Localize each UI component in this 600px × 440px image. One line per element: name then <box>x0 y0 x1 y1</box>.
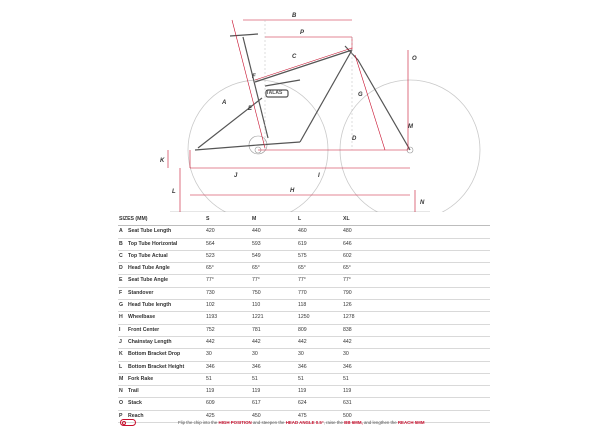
dim-label-h: H <box>290 188 295 194</box>
row-code: K <box>119 351 123 358</box>
cell-xl: 1278 <box>343 314 355 321</box>
dim-label-k: K <box>160 158 165 164</box>
cell-l: 65° <box>298 265 306 272</box>
cell-xl: 838 <box>343 326 352 333</box>
row-code: I <box>119 326 121 333</box>
table-row <box>118 325 490 337</box>
header-l: L <box>298 216 302 222</box>
front-wheel <box>340 80 480 212</box>
cell-m: 110 <box>252 302 261 309</box>
cell-m: 440 <box>252 228 261 235</box>
cell-xl: 126 <box>343 302 352 309</box>
cell-m: 51 <box>252 375 258 382</box>
row-code: B <box>119 240 123 247</box>
bike-geometry-diagram <box>0 0 600 212</box>
cell-m: 1221 <box>252 314 264 321</box>
row-code: M <box>119 375 124 382</box>
table-row <box>118 374 490 386</box>
cell-xl: 30 <box>343 351 349 358</box>
cell-m: 450 <box>252 412 261 419</box>
row-code: G <box>119 302 124 309</box>
cell-m: 781 <box>252 326 261 333</box>
row-name: Standover <box>128 289 154 296</box>
cell-xl: 631 <box>343 400 352 407</box>
header-xl: XL <box>343 216 350 222</box>
header-m: M <box>252 216 257 222</box>
row-code: A <box>119 228 123 235</box>
row-name: Bottom Bracket Drop <box>128 351 181 358</box>
cell-xl: 346 <box>343 363 352 370</box>
table-body <box>118 226 490 423</box>
reference-lines <box>265 20 352 150</box>
row-code: O <box>119 400 124 407</box>
row-name: Head Tube Angle <box>128 265 170 272</box>
dim-label-l: L <box>172 189 176 195</box>
header-sizes: SIZES (MM) <box>119 216 148 222</box>
cell-s: 523 <box>206 252 215 259</box>
dim-label-n: N <box>420 200 425 206</box>
row-name: Top Tube Horizontal <box>128 240 178 247</box>
row-name: Seat Tube Angle <box>128 277 169 284</box>
flip-chip-icon <box>120 419 136 426</box>
cell-s: 752 <box>206 326 215 333</box>
cell-xl: 51 <box>343 375 349 382</box>
table-row <box>118 226 490 238</box>
row-code: J <box>119 338 122 345</box>
cell-xl: 790 <box>343 289 352 296</box>
row-name: Bottom Bracket Height <box>128 363 185 370</box>
cell-s: 442 <box>206 338 215 345</box>
dim-label-b: B <box>292 13 297 19</box>
cell-m: 750 <box>252 289 261 296</box>
cell-s: 609 <box>206 400 215 407</box>
dim-label-c: C <box>292 54 297 60</box>
cell-m: 442 <box>252 338 261 345</box>
dim-label-i: I <box>318 173 320 179</box>
row-name: Reach <box>128 412 144 419</box>
cell-s: 30 <box>206 351 212 358</box>
dim-label-p: P <box>300 30 305 36</box>
row-code: C <box>119 252 123 259</box>
row-code: E <box>119 277 123 284</box>
table-row <box>118 263 490 275</box>
shock-label: TALAS <box>266 90 283 96</box>
table-row <box>118 349 490 361</box>
cell-l: 118 <box>298 302 307 309</box>
table-row <box>118 288 490 300</box>
row-code: F <box>119 289 123 296</box>
row-name: Fork Rake <box>128 375 154 382</box>
row-name: Top Tube Actual <box>128 252 168 259</box>
cell-l: 619 <box>298 240 307 247</box>
cell-s: 102 <box>206 302 215 309</box>
row-code: H <box>119 314 123 321</box>
dim-label-o: O <box>412 56 417 62</box>
cell-l: 809 <box>298 326 307 333</box>
row-name: Trail <box>128 388 139 395</box>
cell-l: 460 <box>298 228 307 235</box>
row-name: Stack <box>128 400 142 407</box>
table-row <box>118 337 490 349</box>
footnote <box>118 418 490 428</box>
row-code: N <box>119 388 123 395</box>
dim-label-e: E <box>248 106 253 112</box>
row-name: Front Center <box>128 326 160 333</box>
cell-m: 77° <box>252 277 260 284</box>
cell-xl: 119 <box>343 388 352 395</box>
cell-xl: 480 <box>343 228 352 235</box>
cell-l: 119 <box>298 388 307 395</box>
cell-xl: 602 <box>343 252 352 259</box>
cell-l: 346 <box>298 363 307 370</box>
cell-s: 730 <box>206 289 215 296</box>
footnote-text: Flip the chip into the HIGH POSITION and steepen the HEAD ANGLE 0.5°, raise the BB 6MM, and lengthen the REACH 5MM <box>178 420 425 425</box>
table-row <box>118 362 490 374</box>
row-name: Seat Tube Length <box>128 228 172 235</box>
cell-s: 346 <box>206 363 215 370</box>
cell-s: 1193 <box>206 314 218 321</box>
cell-m: 593 <box>252 240 261 247</box>
table-row <box>118 386 490 398</box>
cell-xl: 646 <box>343 240 352 247</box>
cell-s: 425 <box>206 412 215 419</box>
table-row <box>118 251 490 263</box>
cell-l: 51 <box>298 375 304 382</box>
table-row <box>118 239 490 251</box>
geometry-table <box>118 214 490 423</box>
cell-m: 65° <box>252 265 260 272</box>
cell-l: 770 <box>298 289 307 296</box>
table-row <box>118 398 490 410</box>
bike-frame <box>195 34 410 150</box>
cell-xl: 77° <box>343 277 351 284</box>
cell-s: 420 <box>206 228 215 235</box>
row-name: Head Tube length <box>128 302 172 309</box>
cell-xl: 500 <box>343 412 352 419</box>
cell-m: 549 <box>252 252 261 259</box>
cell-l: 624 <box>298 400 307 407</box>
dim-label-f: F <box>252 74 256 80</box>
header-s: S <box>206 216 210 222</box>
dim-label-g: G <box>358 92 363 98</box>
dimension-lines <box>168 20 415 212</box>
cell-l: 77° <box>298 277 306 284</box>
table-row <box>118 300 490 312</box>
cell-s: 119 <box>206 388 215 395</box>
cell-xl: 442 <box>343 338 352 345</box>
cell-l: 30 <box>298 351 304 358</box>
dim-label-j: J <box>234 173 238 179</box>
row-code: D <box>119 265 123 272</box>
row-code: P <box>119 412 123 419</box>
row-code: L <box>119 363 123 370</box>
cell-m: 346 <box>252 363 261 370</box>
dim-label-d: D <box>352 136 357 142</box>
cell-m: 119 <box>252 388 261 395</box>
cell-l: 442 <box>298 338 307 345</box>
row-name: Chainstay Length <box>128 338 172 345</box>
cell-s: 51 <box>206 375 212 382</box>
cell-l: 1250 <box>298 314 310 321</box>
cell-s: 77° <box>206 277 214 284</box>
cell-s: 65° <box>206 265 214 272</box>
cell-m: 30 <box>252 351 258 358</box>
cell-xl: 65° <box>343 265 351 272</box>
cell-m: 617 <box>252 400 261 407</box>
cell-l: 575 <box>298 252 307 259</box>
cell-l: 475 <box>298 412 307 419</box>
table-row <box>118 312 490 324</box>
row-name: Wheelbase <box>128 314 156 321</box>
table-row <box>118 275 490 287</box>
cell-s: 564 <box>206 240 215 247</box>
dim-label-a: A <box>222 100 227 106</box>
table-header <box>118 214 490 226</box>
dim-label-m: M <box>408 124 413 130</box>
